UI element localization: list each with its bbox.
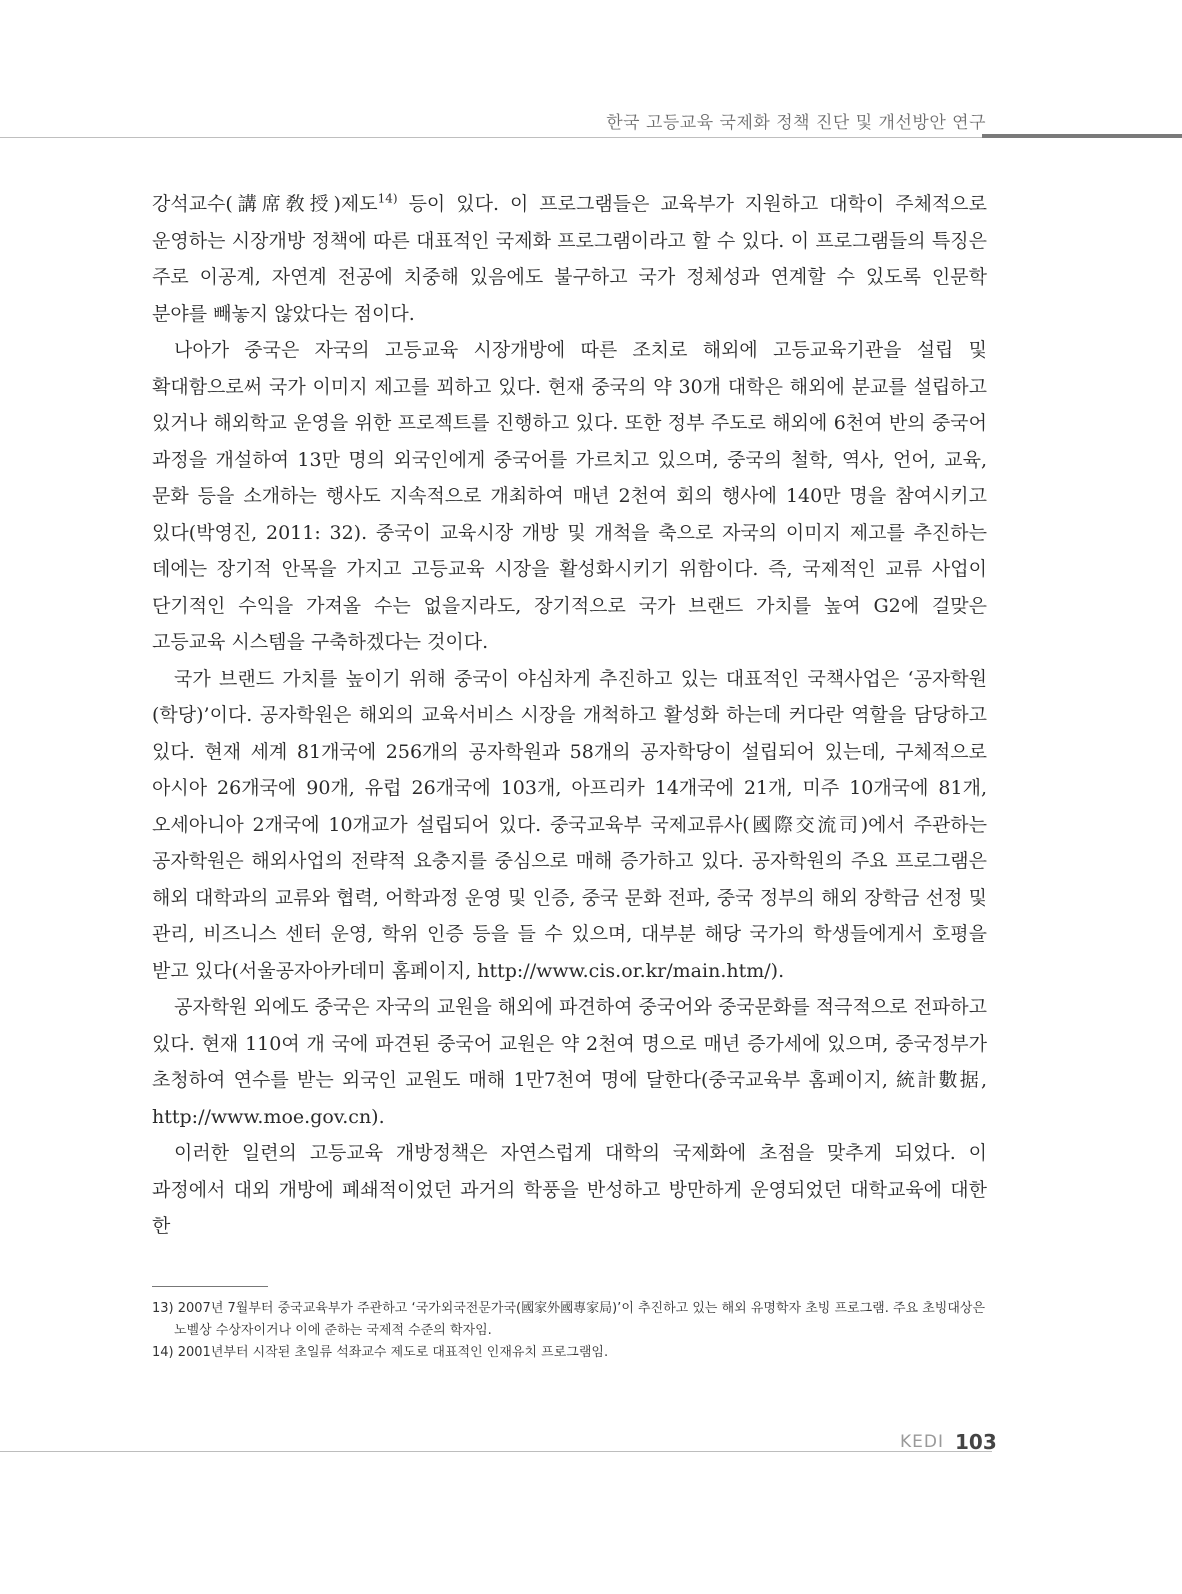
footnotes [152,1298,990,1364]
paragraph-5: 이러한 일련의 고등교육 개방정책은 자연스럽게 대학의 국제화에 초점을 맞추게 되었다. 이 과정에서 대외 개방에 폐쇄적이었던 과거의 학풍을 반성하고 방만하게 운영되었던 대학교육에 대한 한 [152,1142,987,1237]
body-text [152,186,987,1245]
footnote-separator [152,1286,268,1287]
page-number: 103 [955,1430,997,1454]
paragraph-3: 국가 브랜드 가치를 높이기 위해 중국이 야심차게 추진하고 있는 대표적인 국책사업은 ‘공자학원(학당)’이다. 공자학원은 해외의 교육서비스 시장을 개척하고 활성화 하는데 커다란 역할을 담당하고 있다. 현재 세계 81개국에 256개의 공자학원과 58개의 공자학당이 설립되어 있는데, 구체적으로 아시아 26개국에 90개, 유럽 26개국에 103개, 아프리카 14개국에 21개, 미주 10개국에 81개, 오세아니아 2개국에 10개교가 설립되어 있다. 중국교육부 국제교류사(國際交流司)에서 주관하는 공자학원은 해외사업의 전략적 요충지를 중심으로 매해 증가하고 있다. 공자학원의 주요 프로그램은 해외 대학과의 교류와 협력, 어학과정 운영 및 인증, 중국 문화 전파, 중국 정부의 해외 장학금 선정 및 관리, 비즈니스 센터 운영, 학위 인증 등을 들 수 있으며, 대부분 해당 국가의 학생들에게서 호평을 받고 있다(서울공자아카데미 홈페이지, http://www.cis.or.kr/main.htm/). [152,667,987,982]
footnote-ref-14: 14) [377,191,398,206]
header-rule-accent [982,134,1182,138]
header-rule [0,137,982,138]
paragraph-1-rest: 등이 있다. 이 프로그램들은 교육부가 지원하고 대학이 주체적으로 운영하는 시장개방 정책에 따른 대표적인 국제화 프로그램이라고 할 수 있다. 이 프로그램들의 특징은 주로 이공계, 자연계 전공에 치중해 있음에도 불구하고 국가 정체성과 연계할 수 있도록 인문학 분야를 빼놓지 않았다는 점이다. [152,193,987,325]
footer-rule [0,1451,992,1452]
paragraph-4: 공자학원 외에도 중국은 자국의 교원을 해외에 파견하여 중국어와 중국문화를 적극적으로 전파하고 있다. 현재 110여 개 국에 파견된 중국어 교원은 약 2천여 명으로 매년 증가세에 있으며, 중국정부가 초청하여 연수를 받는 외국인 교원도 매해 1만7천여 명에 달한다(중국교육부 홈페이지, 統計數据, http://www.moe.gov.cn). [152,996,987,1128]
running-header-title: 한국 고등교육 국제화 정책 진단 및 개선방안 연구 [606,113,986,133]
footer-publisher: KEDI [900,1432,944,1452]
paragraph-1 [152,186,987,332]
paragraph-2: 나아가 중국은 자국의 고등교육 시장개방에 따른 조치로 해외에 고등교육기관을 설립 및 확대함으로써 국가 이미지 제고를 꾀하고 있다. 현재 중국의 약 30개 대학은 해외에 분교를 설립하고 있거나 해외학교 운영을 위한 프로젝트를 진행하고 있다. 또한 정부 주도로 해외에 6천여 반의 중국어 과정을 개설하여 13만 명의 외국인에게 중국어를 가르치고 있으며, 중국의 철학, 역사, 언어, 교육, 문화 등을 소개하는 행사도 지속적으로 개최하여 매년 2천여 회의 행사에 140만 명을 참여시키고 있다(박영진, 2011: 32). 중국이 교육시장 개방 및 개척을 축으로 자국의 이미지 제고를 추진하는 데에는 장기적 안목을 가지고 고등교육 시장을 활성화시키기 위함이다. 즉, 국제적인 교류 사업이 단기적인 수익을 가져올 수는 없을지라도, 장기적으로 국가 브랜드 가치를 높여 G2에 걸맞은 고등교육 시스템을 구축하겠다는 것이다. [152,339,987,653]
footnote-13: 13) 2007년 7월부터 중국교육부가 주관하고 ‘국가외국전문가국(國家外國專家局)’이 추진하고 있는 해외 유명학자 초빙 프로그램. 주요 초빙대상은 노벨상 수상자이거나 이에 준하는 국제적 수준의 학자임. [152,1301,986,1338]
footnote-14: 14) 2001년부터 시작된 초일류 석좌교수 제도로 대표적인 인재유치 프로그램임. [152,1345,609,1360]
paragraph-1-start: 강석교수(講席敎授)제도 [152,193,378,215]
